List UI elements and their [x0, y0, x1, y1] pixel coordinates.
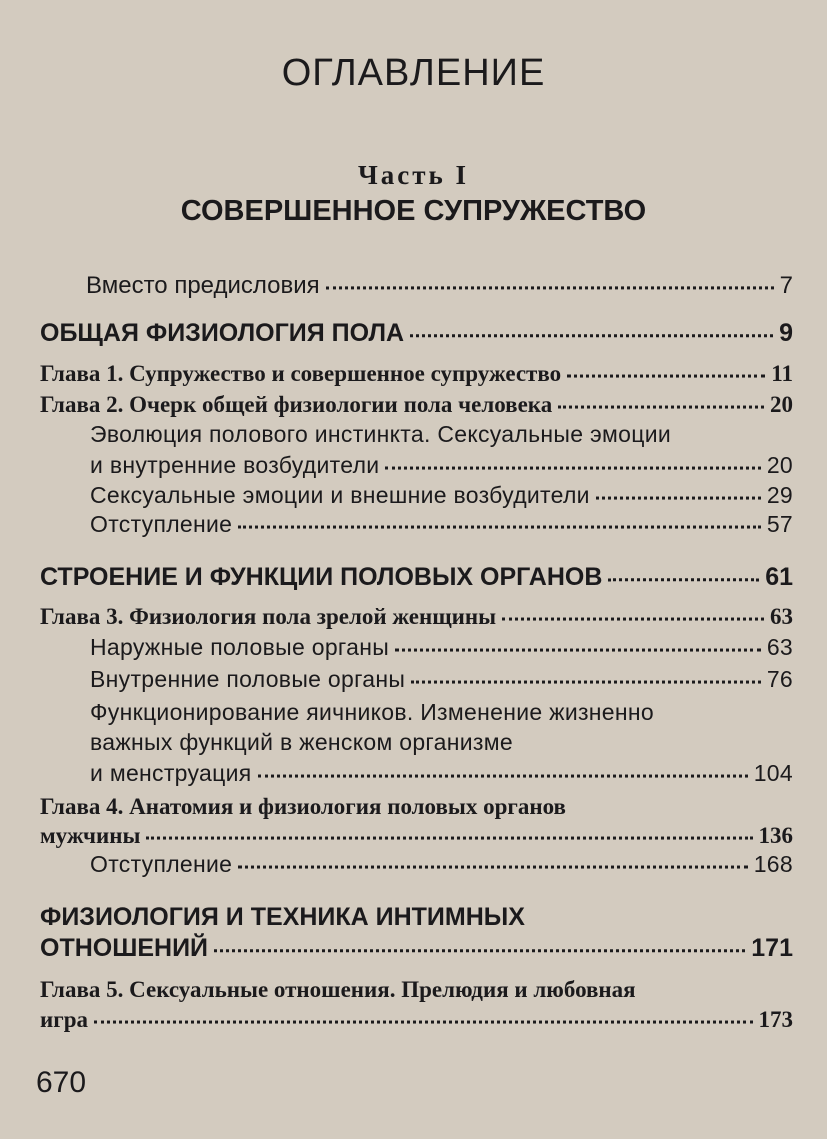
toc-entry-text: Вместо предисловия	[86, 272, 320, 299]
toc-section-2[interactable]	[40, 565, 793, 590]
toc-subentry-text: важных функций в женском организме	[90, 729, 513, 755]
leader-dots	[326, 272, 774, 289]
toc-chapter-4[interactable]	[40, 824, 793, 847]
toc-chapter-text: Глава 2. Очерк общей физиологии пола человека	[40, 392, 553, 417]
toc-chapter-text: игра	[40, 1007, 88, 1032]
toc-page-number: 9	[779, 319, 793, 347]
toc-page-number: 61	[765, 563, 793, 591]
toc-page-number: 76	[766, 666, 793, 692]
leader-dots	[410, 319, 773, 337]
toc-chapter-2[interactable]	[40, 393, 793, 416]
leader-dots	[146, 823, 752, 840]
leader-dots	[238, 852, 747, 869]
toc-entry-preface[interactable]	[86, 274, 793, 298]
toc-subentry-text: Функционирование яичников. Изменение жизненно	[90, 699, 654, 725]
toc-section-1[interactable]	[40, 321, 793, 346]
toc-chapter-3[interactable]	[40, 605, 793, 628]
toc-page-number: 57	[766, 511, 793, 537]
toc-chapter-text: Глава 4. Анатомия и физиология половых органов	[40, 794, 566, 819]
toc-subentry-text: Эволюция полового инстинкта. Сексуальные эмоции	[90, 421, 672, 447]
toc-page-number: 173	[758, 1007, 793, 1032]
toc-page-number: 20	[770, 392, 793, 417]
toc-section-text: ОБЩАЯ ФИЗИОЛОГИЯ ПОЛА	[40, 319, 405, 347]
leader-dots	[238, 512, 761, 529]
toc-section-3[interactable]	[40, 936, 793, 961]
leader-dots	[258, 761, 748, 778]
toc-page-number: 20	[766, 452, 793, 478]
toc-subentry-text: Наружные половые органы	[90, 634, 390, 660]
toc-subentry-text: и менструация	[90, 760, 252, 786]
toc-subentry-internal-organs[interactable]	[90, 668, 793, 691]
toc-page-number: 29	[766, 482, 793, 508]
toc-subentry-text: Отступление	[90, 511, 233, 537]
toc-subentry-external-organs[interactable]	[90, 636, 793, 659]
leader-dots	[411, 667, 761, 684]
toc-subentry-text: и внутренние возбудители	[90, 452, 380, 478]
toc-chapter-text: Глава 5. Сексуальные отношения. Прелюдия и любовная	[40, 977, 636, 1002]
toc-subentry-digression-1[interactable]	[90, 513, 793, 536]
toc-section-text: СТРОЕНИЕ И ФУНКЦИИ ПОЛОВЫХ ОРГАНОВ	[40, 563, 603, 591]
toc-page-number: 171	[751, 934, 793, 962]
toc-page-number: 63	[770, 604, 793, 629]
page-number-folio: 670	[36, 1066, 87, 1099]
toc-chapter-text: Глава 3. Физиология пола зрелой женщины	[40, 604, 497, 629]
leader-dots	[608, 563, 759, 581]
toc-chapter-text: Глава 1. Супружество и совершенное супружество	[40, 361, 562, 386]
page-title: ОГЛАВЛЕНИЕ	[281, 52, 546, 94]
toc-subentry-text: Сексуальные эмоции и внешние возбудители	[90, 482, 590, 508]
toc-page-number: 7	[779, 272, 793, 299]
toc-page-number: 11	[771, 361, 793, 386]
toc-page-number: 104	[753, 760, 793, 786]
toc-page-number: 63	[766, 634, 793, 660]
leader-dots	[214, 934, 745, 952]
toc-subentry-ovaries[interactable]	[90, 762, 793, 785]
leader-dots	[395, 635, 761, 652]
part-title: СОВЕРШЕННОЕ СУПРУЖЕСТВО	[180, 195, 647, 227]
toc-subentry-text: Внутренние половые органы	[90, 666, 406, 692]
toc-chapter-1[interactable]	[40, 362, 793, 385]
leader-dots	[596, 483, 761, 500]
leader-dots	[558, 392, 764, 409]
toc-subentry-digression-2[interactable]	[90, 853, 793, 876]
toc-chapter-text: мужчины	[40, 823, 141, 848]
toc-page-number: 136	[758, 823, 793, 848]
leader-dots	[502, 604, 764, 621]
leader-dots	[567, 361, 765, 378]
leader-dots	[385, 453, 760, 470]
toc-page-number: 168	[753, 851, 793, 877]
toc-subentry-evolution[interactable]	[90, 454, 793, 477]
leader-dots	[94, 1007, 753, 1024]
toc-chapter-5[interactable]	[40, 1008, 793, 1031]
toc-section-text: ФИЗИОЛОГИЯ И ТЕХНИКА ИНТИМНЫХ	[40, 903, 525, 931]
part-label: Часть I	[357, 160, 470, 190]
toc-section-text: ОТНОШЕНИЙ	[40, 934, 209, 962]
toc-subentry-text: Отступление	[90, 851, 233, 877]
toc-subentry-external[interactable]	[90, 484, 793, 507]
